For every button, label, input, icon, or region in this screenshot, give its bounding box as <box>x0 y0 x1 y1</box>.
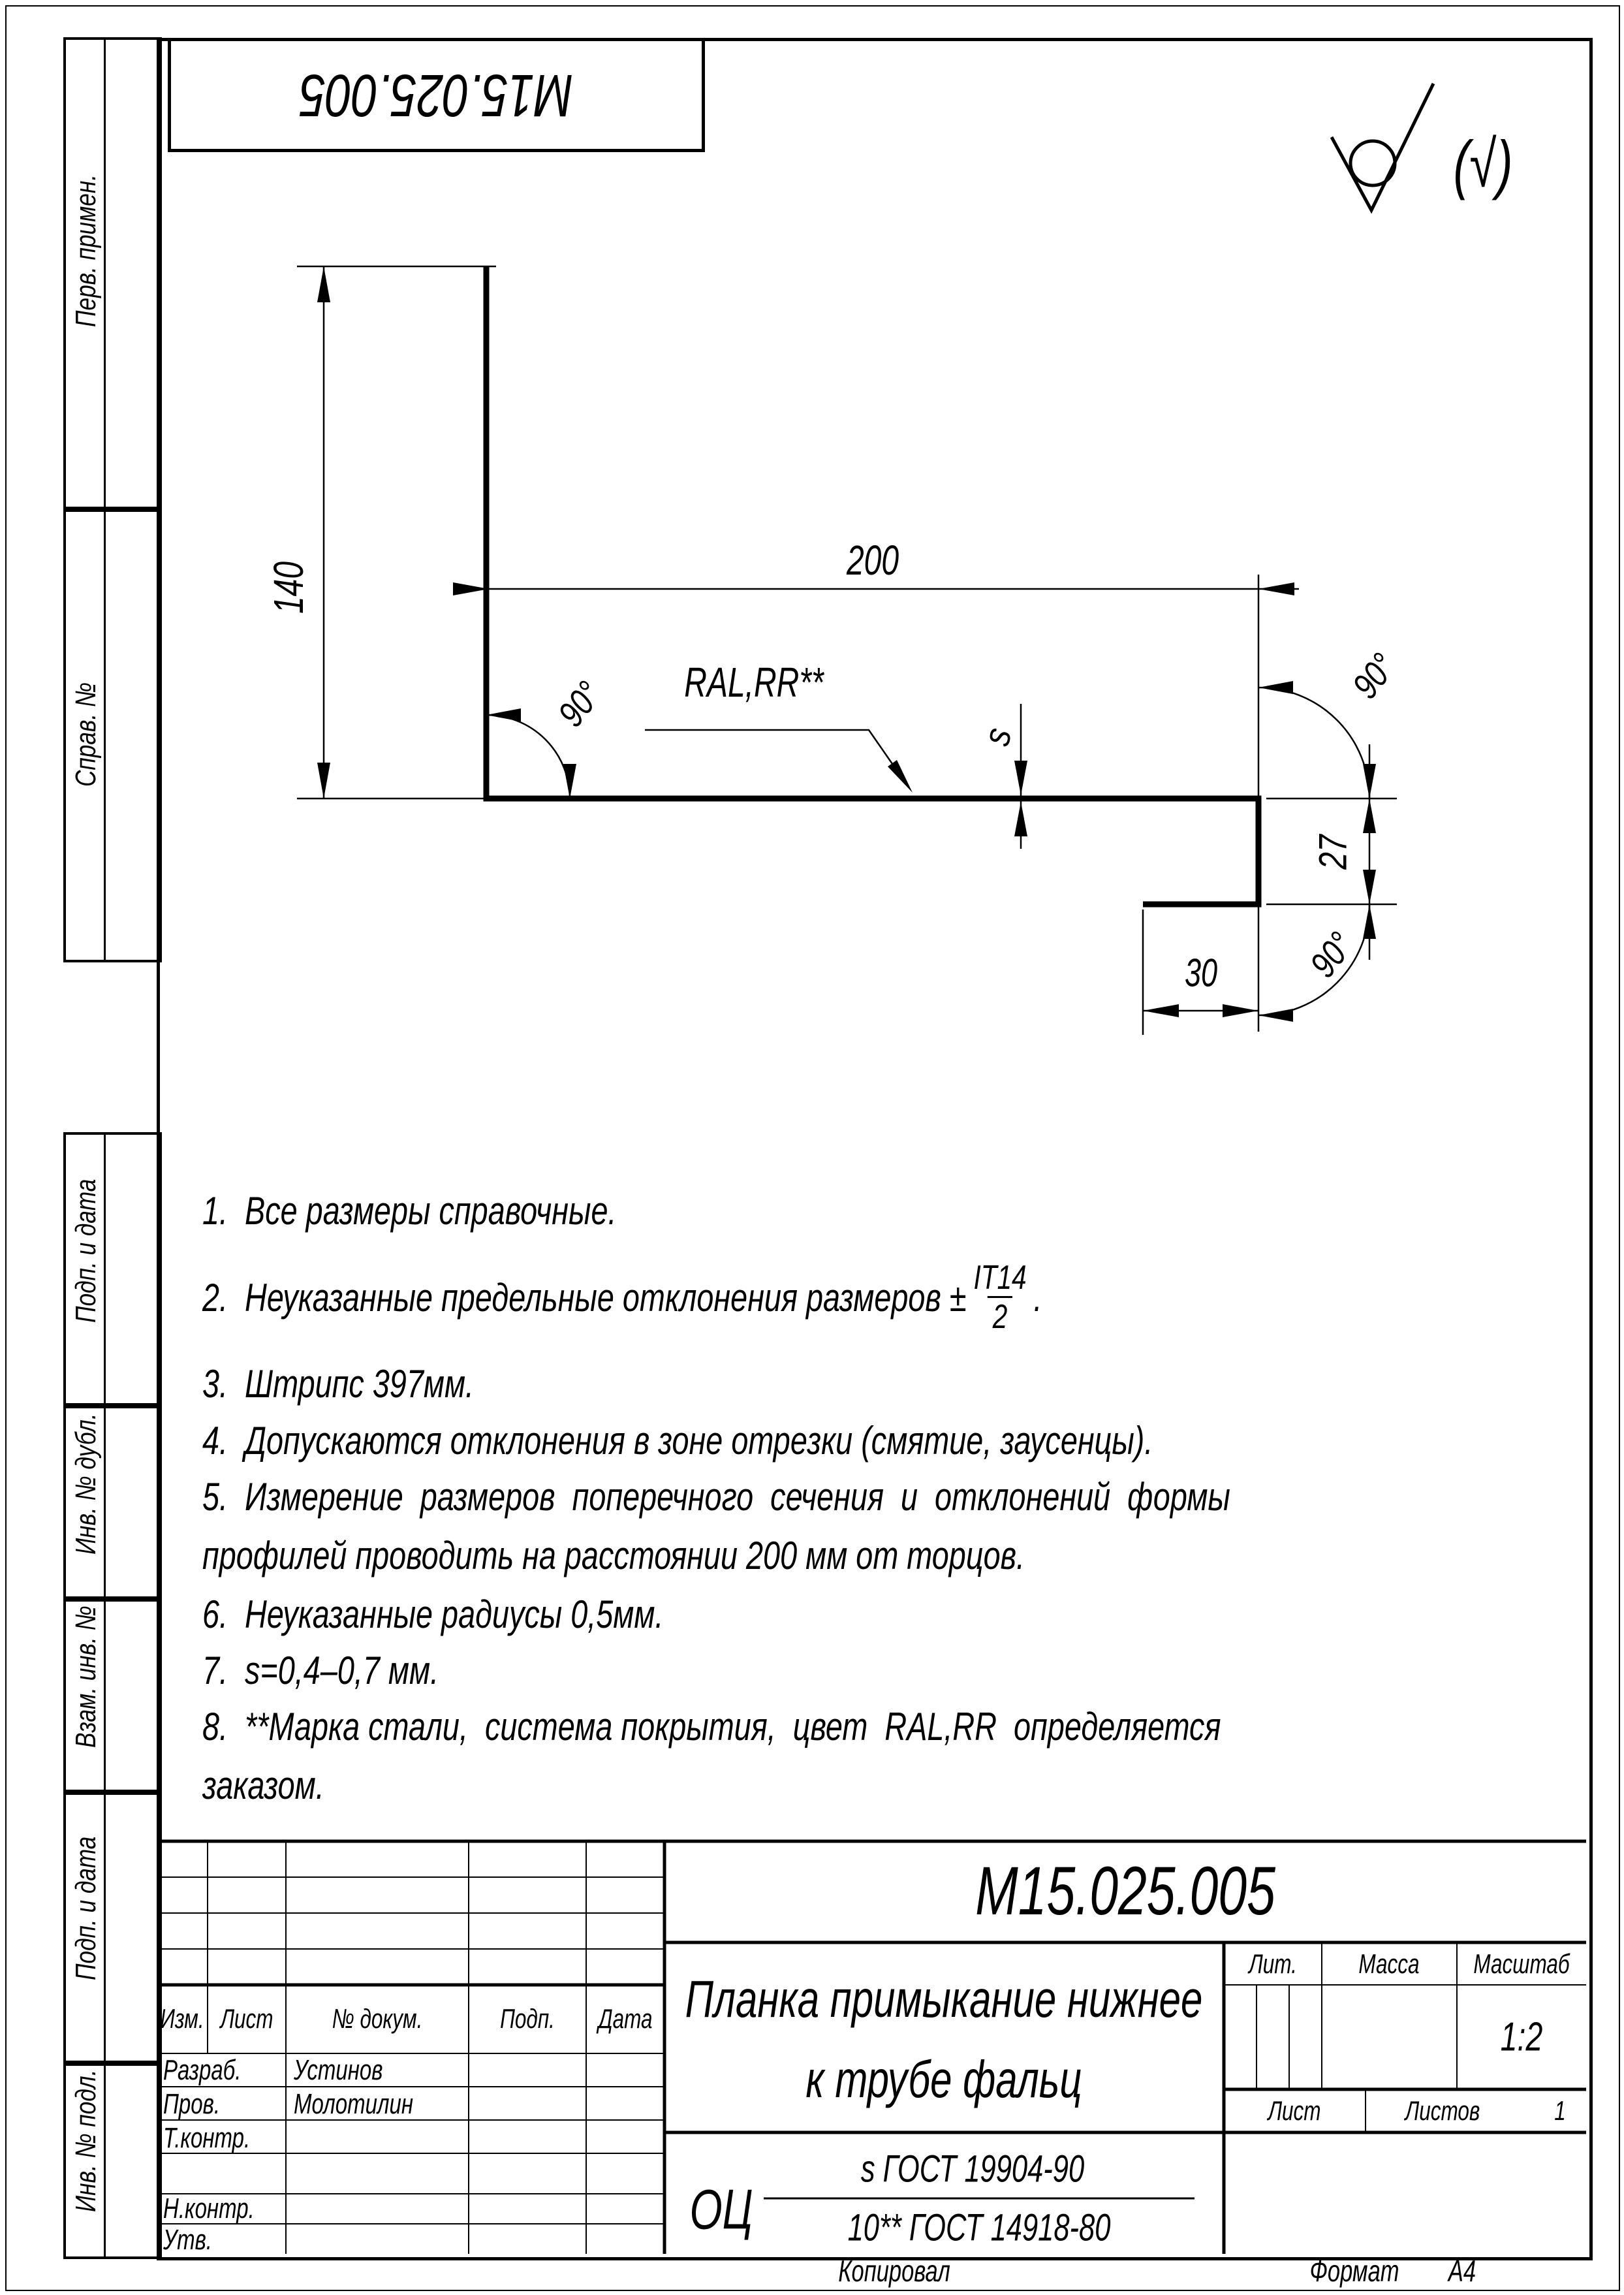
stamp-designation-text: М15.025.005 <box>300 62 573 129</box>
rev-header-doc: № докум. <box>332 2003 423 2034</box>
sheet-label: Лист <box>1268 2095 1321 2126</box>
rev-header-podp: Подп. <box>500 2003 555 2034</box>
format-label: Формат <box>1309 2254 1399 2288</box>
material-gost-bottom: 10** ГОСТ 14918-80 <box>847 2206 1111 2249</box>
dim-angle-top-right-label: 90° <box>1344 645 1404 706</box>
rev-header-list: Лист <box>220 2003 273 2034</box>
sidebar-label: Взам. инв. № <box>70 1606 102 1748</box>
staff-role-prov: Пров. <box>163 2088 221 2120</box>
sidebar-label: Подп. и дата <box>70 1179 102 1323</box>
staff-role-tkontr: Т.контр. <box>163 2122 251 2154</box>
mass-label: Масса <box>1358 1948 1420 1979</box>
coating-label: RAL,RR** <box>684 659 824 706</box>
sheets-label: Листов <box>1405 2095 1480 2126</box>
note-2-period: . <box>1033 1275 1042 1320</box>
material-prefix: ОЦ <box>689 2178 753 2241</box>
material-gost-top: s ГОСТ 19904-90 <box>860 2147 1085 2191</box>
lit-label: Лит. <box>1249 1948 1297 1979</box>
roughness-bracket-note: (√) <box>1453 127 1513 201</box>
dimension-arrows <box>317 266 1376 1022</box>
sidebar-label: Инв. № подл. <box>70 2069 102 2212</box>
sidebar-label: Перв. примен. <box>70 174 102 327</box>
staff-role-razrab: Разраб. <box>163 2054 242 2086</box>
rev-header-data: Дата <box>598 2003 653 2034</box>
sheets-value: 1 <box>1554 2095 1566 2126</box>
note-2 <box>202 1260 1042 1335</box>
dim-200-label: 200 <box>846 537 899 584</box>
fraction-numerator: IT14 <box>973 1259 1027 1297</box>
scale-label: Масштаб <box>1473 1948 1570 1979</box>
part-name-line2: к трубе фальц <box>805 2050 1082 2108</box>
note-8-line1: 8. **Марка стали, система покрытия, цвет RAL,RR определяется <box>202 1705 1221 1749</box>
scale-value: 1:2 <box>1500 2014 1543 2060</box>
tolerance-fraction <box>971 1260 1030 1335</box>
fraction-denominator: 2 <box>988 1296 1012 1335</box>
format-value: А4 <box>1448 2254 1476 2288</box>
dim-angle-bottom-right-label: 90° <box>1302 924 1362 985</box>
staff-name-prov: Молотилин <box>294 2088 414 2120</box>
copied-label: Копировал <box>838 2254 950 2288</box>
note-8-line2: заказом. <box>202 1764 324 1807</box>
dim-thickness-label: s <box>975 723 1020 750</box>
staff-role-nkontr: Н.контр. <box>163 2192 255 2224</box>
note-2-text: 2. Неуказанные предельные отклонения размеров ± <box>202 1275 967 1320</box>
note-1: 1. Все размеры справочные. <box>202 1189 617 1233</box>
note-7: 7. s=0,4–0,7 мм. <box>202 1649 439 1692</box>
dim-angle-left-label: 90° <box>550 673 610 735</box>
sidebar-label: Подп. и дата <box>70 1836 102 1980</box>
staff-role-utv: Утв. <box>163 2224 212 2256</box>
note-5-line1: 5. Измерение размеров поперечного сечения и отклонений формы <box>202 1475 1230 1519</box>
part-name-line1: Планка примыкание нижнее <box>685 1970 1203 2028</box>
dim-140-label: 140 <box>265 561 312 614</box>
note-3: 3. Штрипс 397мм. <box>202 1362 475 1406</box>
note-5-line2: профилей проводить на расстоянии 200 мм от торцов. <box>202 1534 1025 1577</box>
surface-roughness-icon <box>1332 84 1433 210</box>
title-block-designation: М15.025.005 <box>975 1853 1275 1929</box>
note-6: 6. Неуказанные радиусы 0,5мм. <box>202 1592 664 1636</box>
rev-header-izm: Изм. <box>160 2003 204 2034</box>
dim-27-label: 27 <box>1311 834 1355 870</box>
staff-name-razrab: Устинов <box>294 2054 383 2086</box>
dim-30-label: 30 <box>1184 951 1218 995</box>
sidebar-label: Справ. № <box>70 682 102 787</box>
sidebar-label: Инв. № дубл. <box>70 1413 102 1555</box>
note-4: 4. Допускаются отклонения в зоне отрезки (смятие, заусенцы). <box>202 1419 1153 1463</box>
